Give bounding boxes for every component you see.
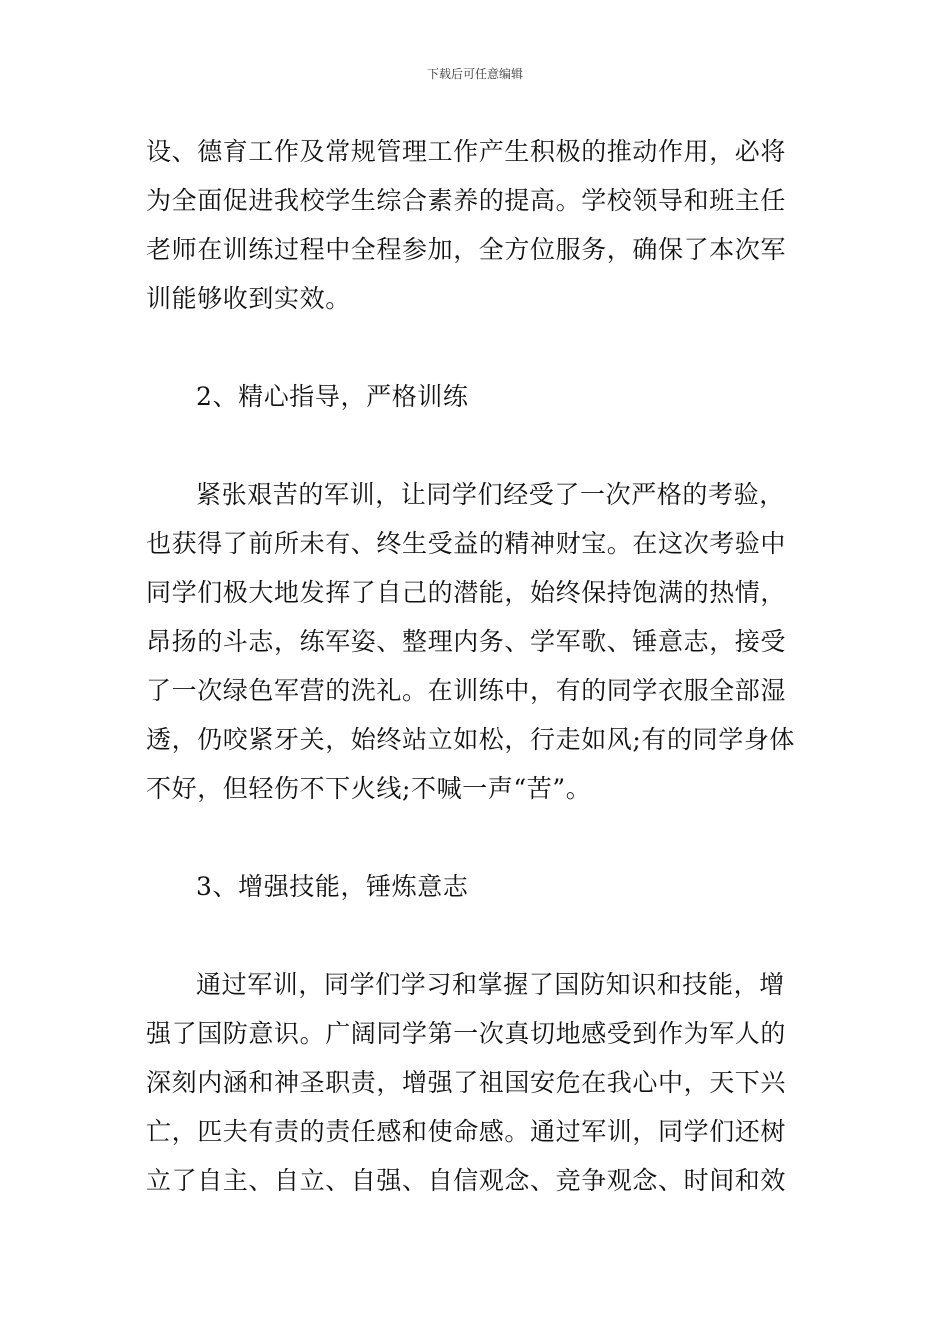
text-line: 设、德育工作及常规管理工作产生积极的推动作用，必将 [146, 137, 787, 166]
text-line: 同学们极大地发挥了自己的潜能，始终保持饱满的热情， [146, 578, 787, 607]
text-line: 紧张艰苦的军训，让同学们经受了一次严格的考验， [196, 480, 785, 509]
text-line: 立了自主、自立、自强、自信观念、竞争观念、时间和效 [146, 1166, 787, 1195]
text-line: 亡，匹夫有责的责任感和使命感。通过军训，同学们还树 [146, 1117, 787, 1146]
paragraph-gap [146, 323, 808, 372]
text-line: 透，仍咬紧牙关，始终站立如松，行走如风;有的同学身体 [146, 725, 796, 754]
paragraph-continuation [146, 127, 808, 323]
section-heading: 2、精心指导，严格训练 [196, 382, 469, 411]
text-line: 昂扬的斗志，练军姿、整理内务、学军歌、锤意志，接受 [146, 627, 787, 656]
text-line: 深刻内涵和神圣职责，增强了祖国安危在我心中，天下兴 [146, 1068, 787, 1097]
text-line: 训能够收到实效。 [146, 284, 351, 313]
paragraph-training [146, 470, 808, 813]
section-heading: 3、增强技能，锤炼意志 [196, 872, 469, 901]
page-header: 下载后可任意编辑 [426, 67, 523, 81]
text-line: 老师在训练过程中全程参加，全方位服务，确保了本次军 [146, 235, 787, 264]
section-heading-2 [146, 372, 808, 421]
text-line: 强了国防意识。广阔同学第一次真切地感受到作为军人的 [146, 1019, 787, 1048]
text-line: 通过军训，同学们学习和掌握了国防知识和技能，增 [196, 970, 785, 999]
paragraph-gap [146, 813, 808, 862]
paragraph-gap [146, 911, 808, 960]
text-line: 了一次绿色军营的洗礼。在训练中，有的同学衣服全部湿 [146, 676, 787, 705]
document-body [146, 127, 808, 1205]
section-heading-3 [146, 862, 808, 911]
text-line: 不好，但轻伤不下火线;不喊一声“苦”。 [146, 774, 592, 803]
paragraph-skills [146, 960, 808, 1205]
text-line: 也获得了前所未有、终生受益的精神财宝。在这次考验中 [146, 529, 787, 558]
text-line: 为全面促进我校学生综合素养的提高。学校领导和班主任 [146, 186, 787, 215]
paragraph-gap [146, 421, 808, 470]
